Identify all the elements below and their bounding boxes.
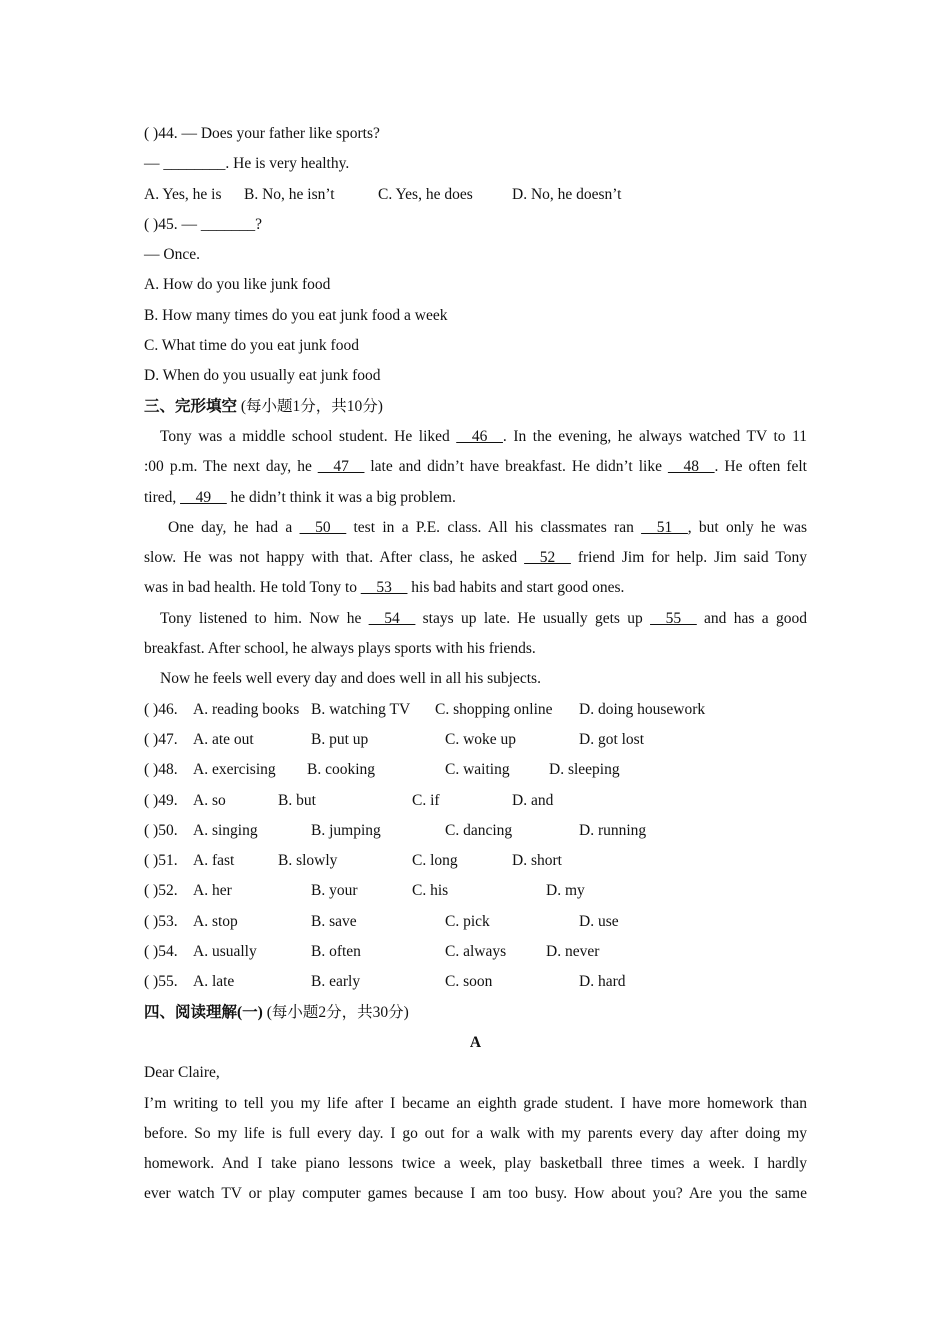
blank-54: __54__ (368, 609, 416, 627)
cloze-question-number: ( )47. (144, 730, 178, 748)
q44-stem: ( )44. — Does your father like sports? (144, 125, 380, 142)
cloze-option-c: C. soon (445, 973, 493, 991)
cloze-option-d: D. my (546, 882, 585, 900)
cloze-option-d: D. short (512, 852, 562, 870)
reading-a-label: A (469, 1033, 482, 1051)
letter-greeting: Dear Claire, (144, 1064, 220, 1082)
cloze-question-row (144, 755, 807, 785)
cloze-question-number: ( )48. (144, 761, 178, 779)
cloze-option-b: B. slowly (278, 852, 338, 870)
cloze-option-c: C. waiting (445, 761, 510, 779)
cloze-option-d: D. running (579, 821, 647, 839)
passage-line: breakfast. After school, he always plays sports with his friends. (144, 640, 536, 658)
cloze-option-b: B. jumping (311, 821, 381, 839)
blank-55: __55__ (650, 609, 697, 627)
letter-line: before. So my life is full every day. I go out for a walk with my parents every day after doing my (144, 1124, 807, 1142)
cloze-question-row (144, 907, 807, 937)
cloze-option-d: D. use (579, 912, 619, 930)
cloze-question-number: ( )49. (144, 791, 178, 809)
q45-option-c: C. What time do you eat junk food (144, 337, 359, 355)
passage-line: Now he feels well every day and does well in all his subjects. (160, 670, 541, 688)
cloze-question-row (144, 725, 807, 755)
blank-46: __46__ (456, 427, 503, 445)
cloze-question-number: ( )55. (144, 973, 178, 991)
cloze-option-a: A. late (193, 973, 235, 991)
cloze-option-d: D. and (512, 791, 554, 809)
cloze-option-a: A. fast (193, 852, 235, 870)
q44-option-d: D. No, he doesn’t (512, 185, 622, 203)
cloze-option-c: C. his (412, 882, 449, 900)
passage-line: Tony listened to him. Now he __54__ stays up late. He usually gets up __55__ and has a good (160, 609, 807, 627)
cloze-option-d: D. never (546, 943, 600, 961)
cloze-option-b: B. often (311, 943, 361, 961)
q45-option-b: B. How many times do you eat junk food a week (144, 306, 448, 324)
q44-option-a: A. Yes, he is (144, 185, 222, 203)
cloze-option-a: A. her (193, 882, 232, 900)
blank-50: __50__ (299, 518, 347, 536)
cloze-question-number: ( )52. (144, 882, 178, 900)
cloze-option-d: D. doing housework (579, 700, 706, 718)
cloze-option-c: C. shopping online (435, 700, 553, 718)
cloze-question-row (144, 695, 807, 725)
blank-51: __51__ (641, 518, 688, 536)
cloze-option-b: B. cooking (307, 761, 376, 779)
q45-option-d: D. When do you usually eat junk food (144, 367, 381, 385)
cloze-option-b: B. but (278, 791, 316, 809)
section3-title: 三、完形填空 (144, 397, 238, 415)
blank-48: __48__ (667, 458, 715, 476)
cloze-question-number: ( )54. (144, 943, 178, 961)
q45-stem: ( )45. — _______? (144, 215, 262, 233)
blank-53: __53__ (360, 579, 408, 597)
q45-option-a: A. How do you like junk food (144, 276, 331, 294)
cloze-option-b: B. put up (311, 730, 369, 748)
cloze-option-a: A. so (193, 791, 226, 809)
passage-line: slow. He was not happy with that. After class, he asked __52__ friend Jim for help. Jim said Tony (144, 549, 807, 567)
q44-dialogue: — ________. He is very healthy. (144, 155, 350, 173)
cloze-question-row (144, 967, 807, 997)
section4-heading (144, 998, 807, 1028)
cloze-question-row (144, 876, 807, 906)
cloze-option-a: A. reading books (193, 700, 300, 718)
passage-line: tired, __49__ he didn’t think it was a big problem. (144, 488, 456, 506)
section4-title: 四、阅读理解(一) (144, 1003, 263, 1021)
cloze-option-b: B. early (311, 973, 361, 991)
cloze-option-c: C. pick (445, 912, 490, 930)
q44-option-c: C. Yes, he does (378, 185, 473, 203)
cloze-option-b: B. watching TV (311, 700, 411, 718)
blank-49: __49__ (180, 488, 227, 506)
cloze-option-a: A. usually (193, 943, 257, 961)
cloze-option-d: D. sleeping (549, 761, 620, 779)
cloze-options (144, 695, 807, 998)
blank-52: __52__ (524, 549, 571, 567)
cloze-option-a: A. ate out (193, 730, 254, 748)
cloze-option-b: B. your (311, 882, 358, 900)
cloze-option-b: B. save (311, 912, 357, 930)
cloze-option-d: D. got lost (579, 730, 645, 748)
letter-line: I’m writing to tell you my life after I became an eighth grade student. I have more homework than (144, 1094, 807, 1112)
q45-dialogue: — Once. (144, 246, 200, 264)
passage-line: Tony was a middle school student. He liked __46__. In the evening, he always watched TV to 11 (160, 427, 807, 445)
cloze-question-row (144, 786, 807, 816)
cloze-question-number: ( )50. (144, 821, 178, 839)
cloze-question-number: ( )51. (144, 852, 178, 870)
cloze-option-c: C. dancing (445, 821, 513, 839)
cloze-option-c: C. if (412, 791, 440, 809)
letter-line: ever watch TV or play computer games because I am too busy. How about you? Are you the same (144, 1185, 807, 1203)
passage-line: was in bad health. He told Tony to __53__ his bad habits and start good ones. (144, 579, 625, 597)
cloze-question-row (144, 846, 807, 876)
cloze-question-number: ( )53. (144, 912, 178, 930)
section3-note: (每小题1分，共10分) (237, 397, 383, 415)
cloze-option-a: A. stop (193, 912, 238, 930)
cloze-option-c: C. long (412, 852, 458, 870)
section4-note: (每小题2分，共30分) (262, 1003, 409, 1021)
q44-option-b: B. No, he isn’t (244, 185, 335, 203)
cloze-question-row (144, 816, 807, 846)
q44-options (144, 180, 807, 210)
cloze-option-a: A. singing (193, 821, 258, 839)
cloze-option-d: D. hard (579, 973, 626, 991)
letter-line: homework. And I take piano lessons twice a week, play basketball three times a week. I hardly (144, 1155, 807, 1173)
cloze-question-number: ( )46. (144, 700, 178, 718)
passage-line: One day, he had a __50__ test in a P.E. class. All his classmates ran __51__, but only he was (168, 518, 807, 536)
cloze-option-c: C. always (445, 943, 507, 961)
cloze-option-a: A. exercising (193, 761, 276, 779)
exam-page (144, 119, 807, 1210)
passage-line: :00 p.m. The next day, he __47__ late and didn’t have breakfast. He didn’t like __48__. He often felt (144, 458, 807, 476)
blank-47: __47__ (317, 458, 365, 476)
cloze-option-c: C. woke up (445, 730, 517, 748)
section3-heading (144, 392, 807, 422)
cloze-question-row (144, 937, 807, 967)
